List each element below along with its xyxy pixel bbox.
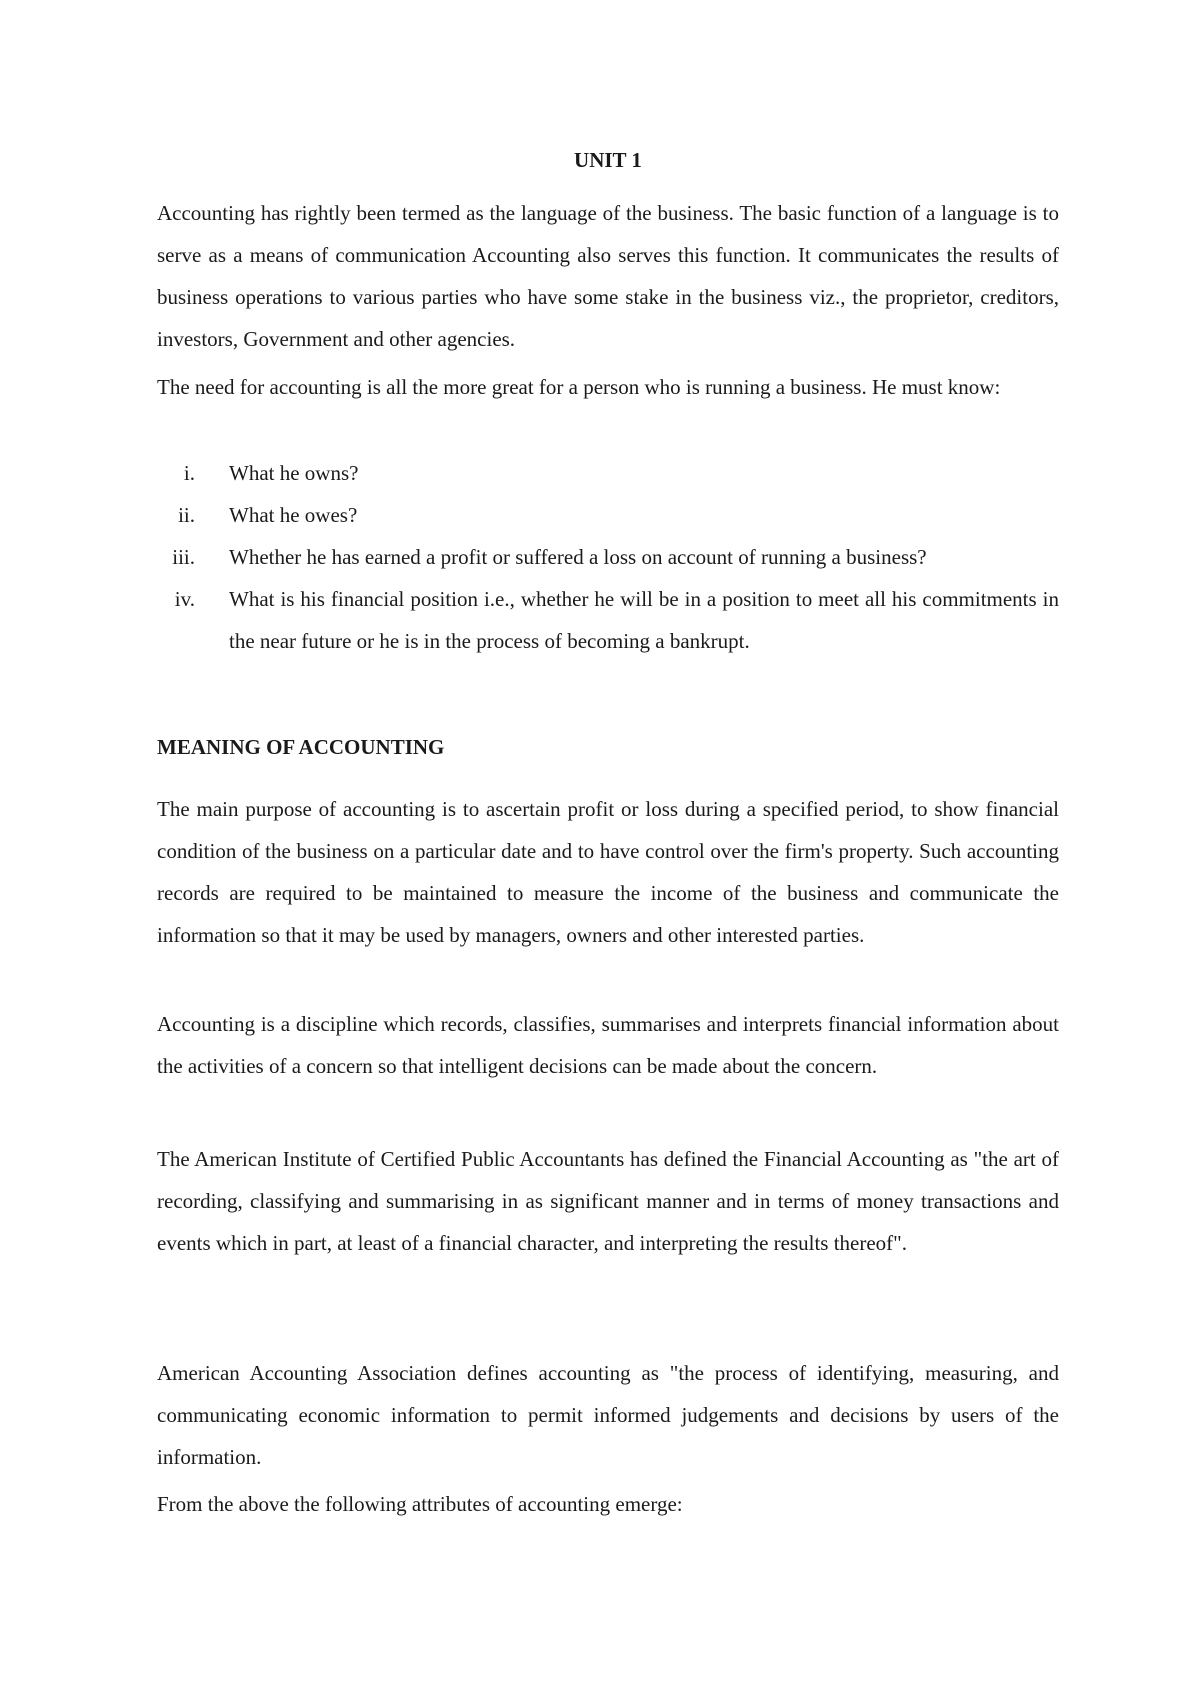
list-item xyxy=(157,578,1059,662)
intro-paragraph-2: The need for accounting is all the more great for a person who is running a business. He must know: xyxy=(157,375,1001,399)
list-item-text: What he owes? xyxy=(229,503,358,527)
section-paragraph-1: The main purpose of accounting is to ascertain profit or loss during a specified period, to show financial condition of the business on a particular date and to have control over the firm's property. Such accounting records are required to be maintained to measure the income of the business and communicate the information so that it may be used by managers, owners and other interested parties. xyxy=(157,797,1059,947)
list-item-text: Whether he has earned a profit or suffered a loss on account of running a business? xyxy=(229,545,927,569)
section-paragraph-3: The American Institute of Certified Public Accountants has defined the Financial Accounting as "the art of recording, classifying and summarising in as significant manner and in terms of money transactions and events which in part, at least of a financial character, and interpreting the results thereof". xyxy=(157,1147,1059,1255)
list-item xyxy=(157,494,1059,536)
list-item-text: What he owns? xyxy=(229,461,359,485)
list-marker: i. xyxy=(183,461,195,485)
list-marker: iv. xyxy=(174,587,195,611)
list-item xyxy=(157,536,1059,578)
page-title: UNIT 1 xyxy=(574,148,642,172)
intro-paragraph-1: Accounting has rightly been termed as the language of the business. The basic function of a language is to serve as a means of communication Accounting also serves this function. It communicates the results of business operations to various parties who have some stake in the business viz., the proprietor, creditors, investors, Government and other agencies. xyxy=(157,201,1059,351)
section-heading: MEANING OF ACCOUNTING xyxy=(157,735,445,759)
section-paragraph-5: From the above the following attributes of accounting emerge: xyxy=(157,1492,683,1516)
know-list xyxy=(157,452,1059,662)
list-marker: ii. xyxy=(178,503,195,527)
list-item-text: What is his financial position i.e., whether he will be in a position to meet all his commitments in the near future or he is in the process of becoming a bankrupt. xyxy=(229,587,1059,653)
list-marker: iii. xyxy=(172,545,195,569)
list-item xyxy=(157,452,1059,494)
section-paragraph-2: Accounting is a discipline which records, classifies, summarises and interprets financial information about the activities of a concern so that intelligent decisions can be made about the concern. xyxy=(157,1012,1059,1078)
section-paragraph-4: American Accounting Association defines accounting as "the process of identifying, measuring, and communicating economic information to permit informed judgements and decisions by users of the information. xyxy=(157,1361,1059,1469)
